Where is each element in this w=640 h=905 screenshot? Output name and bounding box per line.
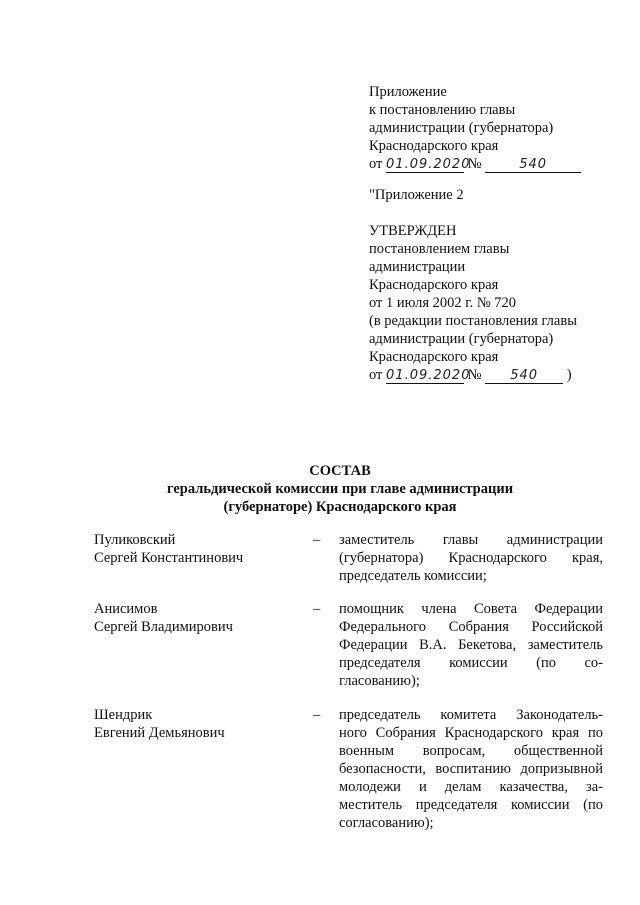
- appendix-line: Краснодарского края: [369, 138, 499, 154]
- approved-line: администрации (губернатора): [369, 331, 554, 347]
- member-surname: Анисимов: [94, 601, 158, 617]
- document-subtitle: геральдической комиссии при главе администрации: [166, 481, 514, 497]
- description-line: гласованию);: [339, 673, 420, 689]
- appendix-line: администрации (губернатора): [369, 120, 554, 136]
- description-line: молодежи и делам казачества, за-: [339, 779, 603, 795]
- member-description: [339, 600, 603, 690]
- member-name: [94, 706, 294, 742]
- description-line: председателя комиссии (по со-: [339, 655, 603, 671]
- member-surname: Пуликовский: [94, 532, 176, 548]
- member-description: [339, 706, 603, 832]
- approved-line: Краснодарского края: [369, 277, 499, 293]
- member-given-name: Сергей Константинович: [94, 550, 244, 566]
- closing-paren: ): [566, 367, 572, 383]
- description-line: ного Собрания Краснодарского края по: [339, 725, 603, 741]
- appendix-line: к постановлению главы: [369, 102, 516, 118]
- approved-line: администрации: [369, 259, 466, 275]
- approved-line: Краснодарского края: [369, 349, 499, 365]
- description-line: заместитель главы администрации: [339, 532, 603, 548]
- member-dash: –: [313, 707, 321, 723]
- appendix-date-line: [369, 155, 619, 173]
- date-prefix: от: [369, 156, 383, 172]
- description-line: помощник члена Совета Федерации: [339, 601, 603, 617]
- member-description: [339, 531, 603, 585]
- approved-title: УТВЕРЖДЕН: [369, 223, 457, 239]
- member-given-name: Евгений Демьянович: [94, 725, 225, 741]
- handwritten-number: 540: [485, 157, 581, 173]
- description-line: Федерального Собрания Российской: [339, 619, 603, 635]
- member-name: [94, 600, 294, 636]
- approved-line: (в редакции постановления главы: [369, 313, 577, 329]
- number-sign: №: [467, 367, 482, 383]
- member-surname: Шендрик: [94, 707, 153, 723]
- approved-line: от 1 июля 2002 г. № 720: [369, 295, 517, 311]
- description-line: безопасности, воспитанию допризывной: [339, 761, 603, 777]
- document-title: СОСТАВ: [309, 463, 371, 479]
- handwritten-date: 01.09.2020: [386, 157, 471, 172]
- appendix-line: Приложение: [369, 84, 447, 100]
- handwritten-date: 01.09.2020: [386, 368, 471, 383]
- description-line: военным вопросам, общественной: [339, 743, 603, 759]
- member-name: [94, 531, 294, 567]
- approved-block: [369, 222, 619, 384]
- description-line: председатель комиссии;: [339, 568, 487, 584]
- description-line: (губернатора) Краснодарского края,: [339, 550, 603, 566]
- approved-line: постановлением главы: [369, 241, 510, 257]
- document-subtitle: (губернаторе) Краснодарского края: [223, 499, 457, 515]
- description-line: Федерации В.А. Бекетова, заместитель: [339, 637, 603, 653]
- member-dash: –: [313, 601, 321, 617]
- date-prefix: от: [369, 367, 383, 383]
- number-sign: №: [467, 156, 482, 172]
- appendix2-block: [369, 186, 619, 204]
- member-dash: –: [313, 532, 321, 548]
- description-line: согласованию);: [339, 815, 434, 831]
- approved-date-line: [369, 366, 619, 384]
- appendix-block: [369, 83, 619, 173]
- handwritten-number: 540: [485, 368, 563, 384]
- appendix2-label: "Приложение 2: [369, 187, 464, 203]
- member-given-name: Сергей Владимирович: [94, 619, 233, 635]
- document-heading: [40, 462, 640, 516]
- description-line: меститель председателя комиссии (по: [339, 797, 603, 813]
- description-line: председатель комитета Законодатель-: [339, 707, 603, 723]
